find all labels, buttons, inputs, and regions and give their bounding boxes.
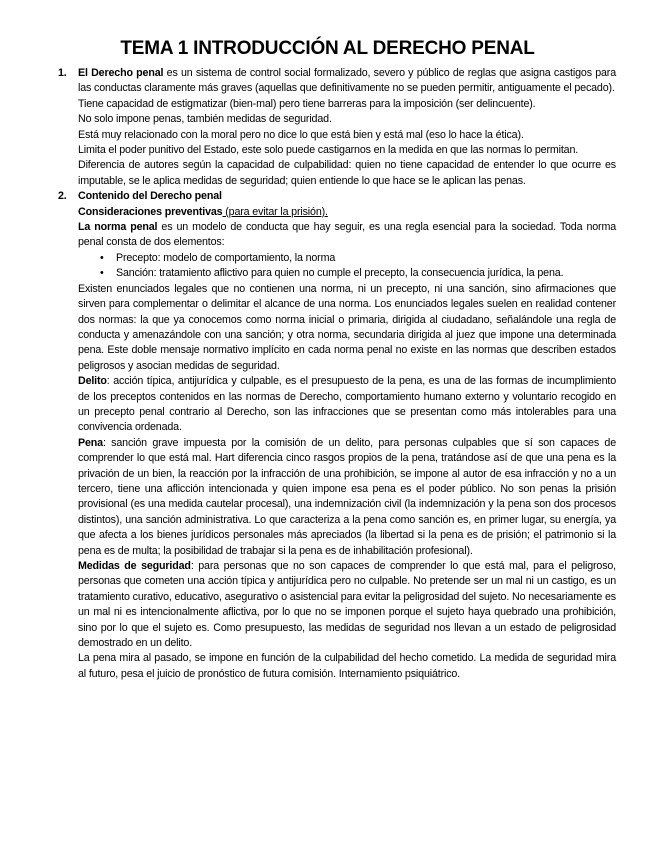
document-body bbox=[58, 66, 616, 682]
pena-paragraph bbox=[78, 436, 616, 559]
section-number: 2. bbox=[58, 190, 67, 203]
pena-term: Pena bbox=[78, 436, 103, 449]
closing-paragraph: La pena mira al pasado, se impone en función de la culpabilidad del hecho cometido. La medida de seguridad mira al futuro, pesa el juicio de pronóstico de futura comisión. Internamiento psiquiátrico. bbox=[78, 652, 616, 680]
medidas-text: : para personas que no son capaces de comprender lo que está mal, para el peligroso, personas que cometen una acción típica y antijurídica pero no culpable. No pretende ser un mal ni un castigo, es un tratamiento curativo, educativo, asegurativo o asistencial para evitar la peligrosidad del sujeto. No necesariamente es un mal ni es intencionalmente aflictiva, por lo que no se imponen porque el sujeto haya quebrado una prohibición, sino por lo que el sujeto es. Como presupuesto, las medidas de seguridad nos llevan a un estado de peligrosidad demostrado en un delito. bbox=[78, 560, 617, 650]
section-2 bbox=[58, 189, 616, 682]
section-number: 1. bbox=[58, 67, 67, 79]
sub-heading-note: (para evitar la prisión). bbox=[222, 205, 328, 218]
medidas-term: Medidas de seguridad bbox=[78, 560, 191, 572]
list-item bbox=[100, 251, 616, 266]
list-item-text: Precepto: modelo de comportamiento, la norma bbox=[116, 251, 336, 264]
paragraph: No solo impone penas, también medidas de seguridad. bbox=[78, 113, 332, 126]
norma-term: La norma penal bbox=[78, 221, 158, 234]
paragraph: Está muy relacionado con la moral pero no dice lo que está bien y está mal (eso lo hace la ética). bbox=[78, 128, 524, 141]
delito-term: Delito bbox=[78, 375, 107, 388]
paragraph: Diferencia de autores según la capacidad de culpabilidad: quien no tiene capacidad de entender lo que ocurre es imputable, se le aplica medidas de seguridad; quien entiende lo que hace se le aplican las penas. bbox=[78, 159, 616, 187]
page-title: TEMA 1 INTRODUCCIÓN AL DERECHO PENAL bbox=[120, 38, 535, 59]
section-1-intro bbox=[78, 66, 616, 97]
bullet-icon: • bbox=[100, 267, 104, 280]
section-1-intro-text: es un sistema de control social formalizado, severo y público de reglas que asigna castigos para las conductas claramente más graves (aquellas que definitivamente no se pueden permitir, antiguamente el pecado). bbox=[78, 67, 616, 95]
section-1 bbox=[58, 66, 616, 189]
sub-heading bbox=[78, 205, 616, 220]
section-1-heading: El Derecho penal bbox=[78, 67, 164, 79]
medidas-paragraph bbox=[78, 559, 616, 651]
elements-list bbox=[78, 251, 616, 282]
norma-text: es un modelo de conducta que hay seguir, es una regla esencial para la sociedad. Toda norma penal consta de dos elementos: bbox=[78, 221, 616, 249]
pena-text: : sanción grave impuesta por la comisión de un delito, para personas culpables que sí son capaces de comprender lo que está mal. Hart diferencia cinco rasgos propios de la pena, tratándose así de que una pena es la privación de un bien, la reacción por la infracción de una prohibición, se impone al autor de esa infracción y no a un tercero, tiene una aflicción intencionada y quien impone esa pena es el poder público. No son penas la prisión provisional (es una medida cautelar procesal), una indemnización civil (la indemnización y la pena son dos procesos distintos), una sanción administrativa. Lo que caracteriza a la pena como sanción es, en primer lugar, su energía, ya que afecta a los bienes jurídicos personales más apreciados (la libertad si la pena es de prisión; el patrimonio si la pena es de multa; la posibilidad de trabajar si la pena es de inhabilitación profesional). bbox=[78, 436, 616, 557]
bullet-icon: • bbox=[100, 251, 104, 264]
enunciados-paragraph: Existen enunciados legales que no contienen una norma, ni un precepto, ni una sanción, sino afirmaciones que sirven para complementar o delimitar el alcance de una norma. Los enunciados legales suelen en realidad contener dos normas: la que ya conocemos como norma inicial o primaria, dirigida al ciudadano, señalándole una regla de conducta y amenazándole con una sanción; y otra norma, secundaria dirigida al juez que impone una determinada pena. Este doble mensaje normativo implícito en cada norma penal no existe en las normas que describen estados peligrosos y asocian medidas de seguridad. bbox=[78, 282, 616, 372]
list-item bbox=[100, 266, 616, 281]
norma-paragraph bbox=[78, 220, 616, 251]
sub-heading-title: Consideraciones preventivas bbox=[78, 205, 223, 218]
paragraph: Limita el poder punitivo del Estado, este solo puede castigarnos en la medida en que las normas lo permitan. bbox=[78, 144, 579, 157]
list-item-text: Sanción: tratamiento aflictivo para quien no cumple el precepto, la consecuencia jurídica, la pena. bbox=[116, 267, 564, 280]
paragraph: Tiene capacidad de estigmatizar (bien-mal) pero tiene barreras para la imposición (ser delincuente). bbox=[78, 97, 536, 110]
section-2-heading: Contenido del Derecho penal bbox=[78, 190, 222, 203]
delito-paragraph bbox=[78, 374, 616, 436]
delito-text: : acción típica, antijurídica y culpable, es el presupuesto de la pena, es una de las formas de incumplimiento de los preceptos contenidos en las normas de Derecho, comportamiento humano externo y voluntario recogido en un precepto penal contrario al Derecho, son las infracciones que se presentan como más intolerables para una convivencia ordenada. bbox=[78, 375, 616, 434]
